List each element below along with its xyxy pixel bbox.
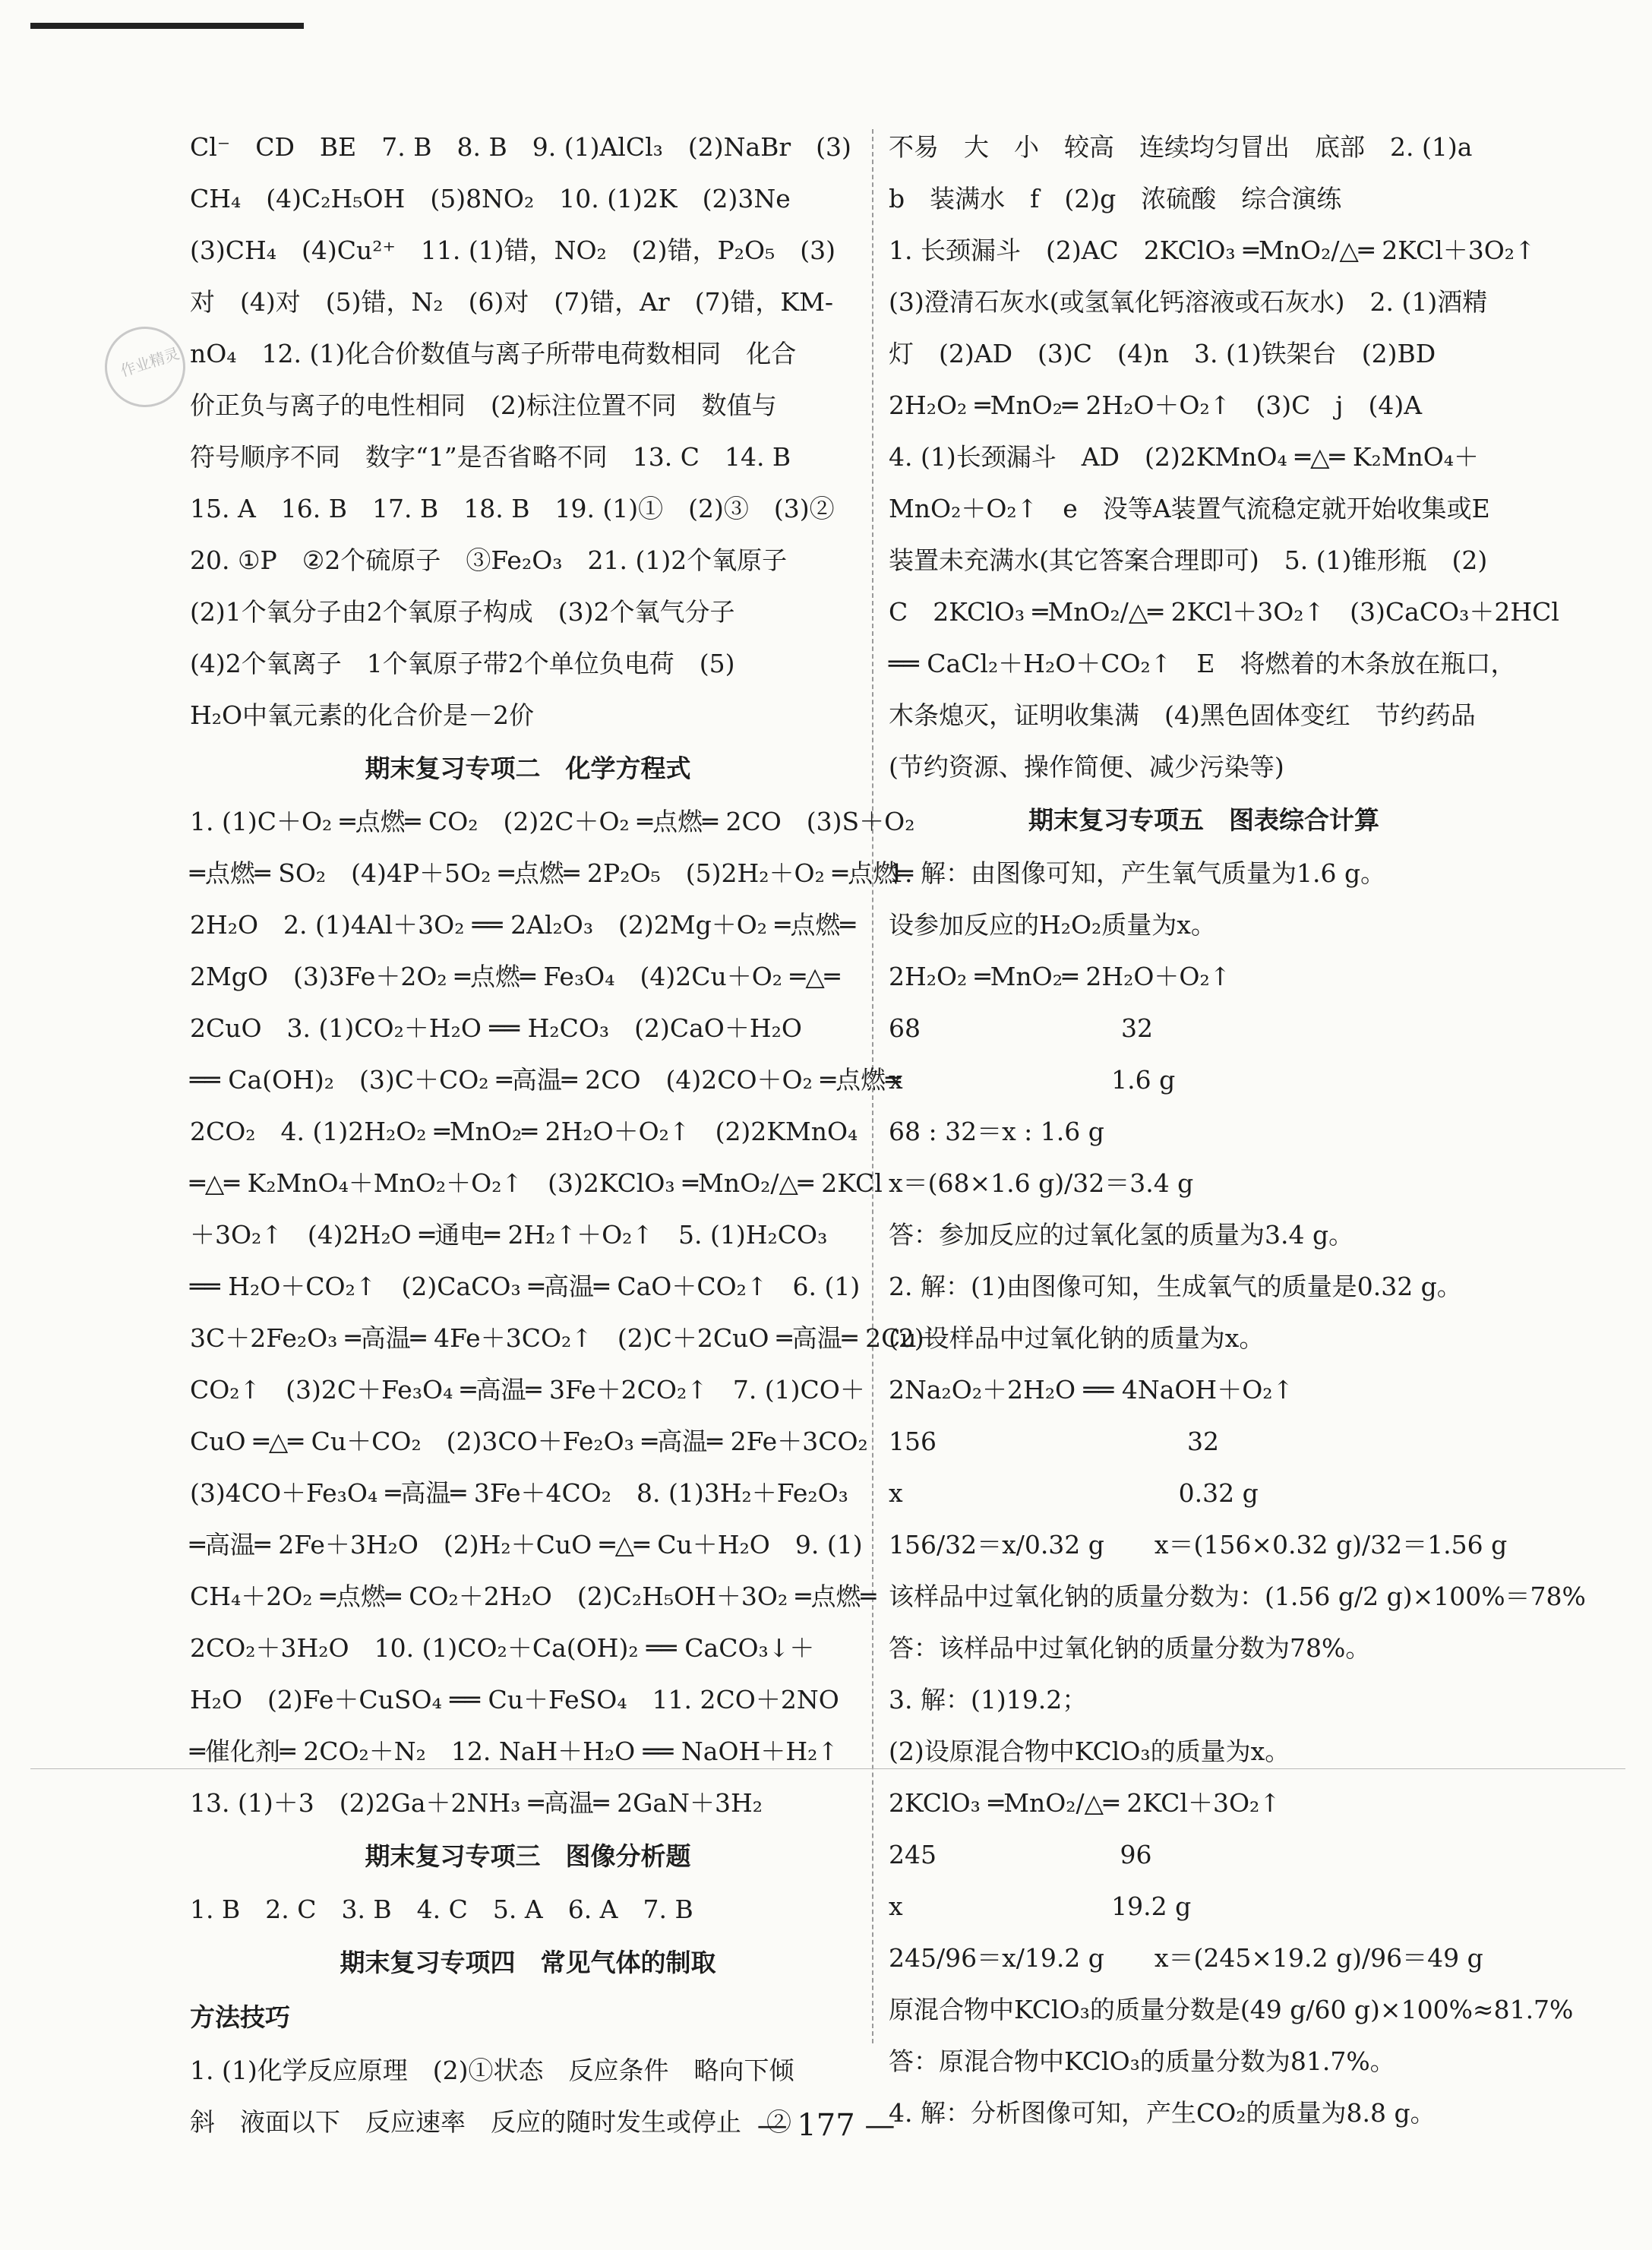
answer-line: 对 (4)对 (5)错，N₂ (6)对 (7)错，Ar (7)错，KM- bbox=[190, 287, 834, 317]
answer-line: 3. 解：(1)19.2； bbox=[889, 1685, 1088, 1714]
answer-line: x＝(68×1.6 g)/32＝3.4 g bbox=[889, 1168, 1194, 1198]
answer-line: 2Na₂O₂＋2H₂O ══ 4NaOH＋O₂↑ bbox=[889, 1375, 1294, 1405]
section3-title: 期末复习专项三 图像分析题 bbox=[365, 1841, 691, 1871]
answer-line: 4. 解：分析图像可知，产生CO₂的质量为8.8 g。 bbox=[889, 2098, 1436, 2128]
answer-line: b 装满水 f (2)g 浓硫酸 综合演练 bbox=[889, 184, 1342, 213]
answer-line: 1. (1)C＋O₂ ═点燃═ CO₂ (2)2C＋O₂ ═点燃═ 2CO (3)S＋O₂ bbox=[190, 807, 915, 836]
section4-title: 期末复习专项四 常见气体的制取 bbox=[340, 1948, 716, 1977]
answer-line: 答：该样品中过氧化钠的质量分数为78%。 bbox=[889, 1633, 1371, 1663]
answer-line: 2MgO (3)3Fe＋2O₂ ═点燃═ Fe₃O₄ (4)2Cu＋O₂ ═△═ bbox=[190, 962, 840, 991]
section4-subtitle: 方法技巧 bbox=[190, 2002, 290, 2032]
answer-line: (3)CH₄ (4)Cu²⁺ 11. (1)错，NO₂ (2)错，P₂O₅ (3) bbox=[190, 235, 835, 265]
answer-line: ═催化剂═ 2CO₂＋N₂ 12. NaH＋H₂O ══ NaOH＋H₂↑ bbox=[190, 1736, 839, 1766]
answer-line: x 19.2 g bbox=[889, 1891, 1192, 1921]
section5-answers bbox=[889, 848, 1586, 2139]
answer-line: 价正负与离子的电性相同 (2)标注位置不同 数值与 bbox=[190, 390, 777, 420]
answer-line: CH₄＋2O₂ ═点燃═ CO₂＋2H₂O (2)C₂H₅OH＋3O₂ ═点燃═ bbox=[190, 1582, 877, 1611]
watermark-stamp: 作业精灵 bbox=[94, 316, 196, 418]
answer-line: 2CO₂ 4. (1)2H₂O₂ ═MnO₂═ 2H₂O＋O₂↑ (2)2KMnO₄ bbox=[190, 1117, 858, 1146]
answer-line: MnO₂＋O₂↑ e 没等A装置气流稳定就开始收集或E bbox=[889, 494, 1490, 523]
answer-line: H₂O中氧元素的化合价是－2价 bbox=[190, 700, 535, 730]
answer-line: (4)2个氧离子 1个氧原子带2个单位负电荷 (5) bbox=[190, 649, 735, 678]
answer-line: CH₄ (4)C₂H₅OH (5)8NO₂ 10. (1)2K (2)3Ne bbox=[190, 184, 791, 213]
answer-line: 2KClO₃ ═MnO₂/△═ 2KCl＋3O₂↑ bbox=[889, 1788, 1281, 1818]
section1-answers bbox=[190, 122, 866, 741]
page-number: — 177 — bbox=[757, 2108, 895, 2143]
section3-answers bbox=[190, 1884, 866, 1936]
section4-continued bbox=[889, 122, 1559, 793]
right-column bbox=[889, 122, 1586, 2139]
answer-line: 68 : 32＝x : 1.6 g bbox=[889, 1117, 1104, 1146]
section5-title: 期末复习专项五 图表综合计算 bbox=[1028, 805, 1379, 835]
answer-line: ═高温═ 2Fe＋3H₂O (2)H₂＋CuO ═△═ Cu＋H₂O 9. (1) bbox=[190, 1530, 863, 1560]
answer-line: nO₄ 12. (1)化合价数值与离子所带电荷数相同 化合 bbox=[190, 339, 797, 368]
answer-line: 不易 大 小 较高 连续均匀冒出 底部 2. (1)a bbox=[889, 132, 1473, 162]
answer-line: ══ Ca(OH)₂ (3)C＋CO₂ ═高温═ 2CO (4)2CO＋O₂ ═点燃═ bbox=[190, 1065, 902, 1095]
answer-line: 1. B 2. C 3. B 4. C 5. A 6. A 7. B bbox=[190, 1894, 693, 1924]
answer-line: 2CuO 3. (1)CO₂＋H₂O ══ H₂CO₃ (2)CaO＋H₂O bbox=[190, 1013, 802, 1043]
answer-line: CO₂↑ (3)2C＋Fe₃O₄ ═高温═ 3Fe＋2CO₂↑ 7. (1)CO＋ bbox=[190, 1375, 865, 1405]
answer-line: 3C＋2Fe₂O₃ ═高温═ 4Fe＋3CO₂↑ (2)C＋2CuO ═高温═ 2Cu＋ bbox=[190, 1323, 942, 1353]
answer-line: 156/32＝x/0.32 g x＝(156×0.32 g)/32＝1.56 g bbox=[889, 1530, 1508, 1560]
answer-line: C 2KClO₃ ═MnO₂/△═ 2KCl＋3O₂↑ (3)CaCO₃＋2HCl bbox=[889, 597, 1559, 627]
answer-line: (2)设原混合物中KClO₃的质量为x。 bbox=[889, 1736, 1290, 1766]
answer-line: 1. (1)化学反应原理 (2)①状态 反应条件 略向下倾 bbox=[190, 2056, 794, 2085]
answer-line: 245/96＝x/19.2 g x＝(245×19.2 g)/96＝49 g bbox=[889, 1943, 1483, 1973]
answer-line: 20. ①P ②2个硫原子 ③Fe₂O₃ 21. (1)2个氧原子 bbox=[190, 545, 788, 575]
answer-line: 符号顺序不同 数字“1”是否省略不同 13. C 14. B bbox=[190, 442, 791, 472]
answer-line: 1. 长颈漏斗 (2)AC 2KClO₃ ═MnO₂/△═ 2KCl＋3O₂↑ bbox=[889, 235, 1536, 265]
answer-line: (3)4CO＋Fe₃O₄ ═高温═ 3Fe＋4CO₂ 8. (1)3H₂＋Fe₂O₃ bbox=[190, 1478, 848, 1508]
left-column bbox=[190, 122, 942, 2148]
answer-line: 斜 液面以下 反应速率 反应的随时发生或停止 ② bbox=[190, 2107, 791, 2137]
answer-line: 156 32 bbox=[889, 1427, 1219, 1456]
answer-line: (3)澄清石灰水(或氢氧化钙溶液或石灰水) 2. (1)酒精 bbox=[889, 287, 1488, 317]
answer-line: H₂O (2)Fe＋CuSO₄ ══ Cu＋FeSO₄ 11. 2CO＋2NO bbox=[190, 1685, 839, 1714]
answer-line: CuO ═△═ Cu＋CO₂ (2)3CO＋Fe₂O₃ ═高温═ 2Fe＋3CO₂ bbox=[190, 1427, 868, 1456]
answer-line: (节约资源、操作简便、减少污染等) bbox=[889, 752, 1284, 782]
answer-line: 装置未充满水(其它答案合理即可) 5. (1)锥形瓶 (2) bbox=[889, 545, 1488, 575]
answer-line: 245 96 bbox=[889, 1840, 1152, 1869]
answer-line: 2H₂O 2. (1)4Al＋3O₂ ══ 2Al₂O₃ (2)2Mg＋O₂ ═点燃═ bbox=[190, 910, 856, 940]
answer-line: 设参加反应的H₂O₂质量为x。 bbox=[889, 910, 1216, 940]
answer-line: 2CO₂＋3H₂O 10. (1)CO₂＋Ca(OH)₂ ══ CaCO₃↓＋ bbox=[190, 1633, 815, 1663]
answer-line: (2)1个氧分子由2个氧原子构成 (3)2个氧气分子 bbox=[190, 597, 735, 627]
answer-line: 15. A 16. B 17. B 18. B 19. (1)① (2)③ (3)② bbox=[190, 494, 835, 523]
answer-line: Cl⁻ CD BE 7. B 8. B 9. (1)AlCl₃ (2)NaBr (3) bbox=[190, 132, 851, 162]
top-rule bbox=[30, 23, 304, 29]
answer-line: ═点燃═ SO₂ (4)4P＋5O₂ ═点燃═ 2P₂O₅ (5)2H₂＋O₂ ═点燃═ bbox=[190, 858, 914, 888]
answer-line: ══ H₂O＋CO₂↑ (2)CaCO₃ ═高温═ CaO＋CO₂↑ 6. (1) bbox=[190, 1272, 861, 1301]
answer-line: 木条熄灭，证明收集满 (4)黑色固体变红 节约药品 bbox=[889, 700, 1476, 730]
answer-line: 68 32 bbox=[889, 1013, 1153, 1043]
answer-line: ═△═ K₂MnO₄＋MnO₂＋O₂↑ (3)2KClO₃ ═MnO₂/△═ 2KCl bbox=[190, 1168, 883, 1198]
answer-line: 4. (1)长颈漏斗 AD (2)2KMnO₄ ═△═ K₂MnO₄＋ bbox=[889, 442, 1480, 472]
answer-line: 1. 解：由图像可知，产生氧气质量为1.6 g。 bbox=[889, 858, 1386, 888]
answer-line: 原混合物中KClO₃的质量分数是(49 g/60 g)×100%≈81.7% bbox=[889, 1995, 1574, 2024]
answer-line: 答：参加反应的过氧化氢的质量为3.4 g。 bbox=[889, 1220, 1354, 1250]
answer-line: ＋3O₂↑ (4)2H₂O ═通电═ 2H₂↑＋O₂↑ 5. (1)H₂CO₃ bbox=[190, 1220, 828, 1250]
answer-line: ══ CaCl₂＋H₂O＋CO₂↑ E 将燃着的木条放在瓶口， bbox=[889, 649, 1516, 678]
answer-line: 该样品中过氧化钠的质量分数为：(1.56 g/2 g)×100%＝78% bbox=[889, 1582, 1586, 1611]
answer-line: 灯 (2)AD (3)C (4)n 3. (1)铁架台 (2)BD bbox=[889, 339, 1436, 368]
answer-line: 2H₂O₂ ═MnO₂═ 2H₂O＋O₂↑ bbox=[889, 962, 1231, 991]
answer-line: 答：原混合物中KClO₃的质量分数为81.7%。 bbox=[889, 2046, 1395, 2076]
answer-line: 2H₂O₂ ═MnO₂═ 2H₂O＋O₂↑ (3)C j (4)A bbox=[889, 390, 1423, 420]
answer-line: (2)设样品中过氧化钠的质量为x。 bbox=[889, 1323, 1265, 1353]
answer-line: 13. (1)＋3 (2)2Ga＋2NH₃ ═高温═ 2GaN＋3H₂ bbox=[190, 1788, 763, 1818]
answer-line: 2. 解：(1)由图像可知，生成氧气的质量是0.32 g。 bbox=[889, 1272, 1462, 1301]
answer-line: x 1.6 g bbox=[889, 1065, 1176, 1095]
section2-answers bbox=[190, 796, 942, 1829]
answer-line: x 0.32 g bbox=[889, 1478, 1259, 1508]
section2-title: 期末复习专项二 化学方程式 bbox=[365, 754, 691, 783]
